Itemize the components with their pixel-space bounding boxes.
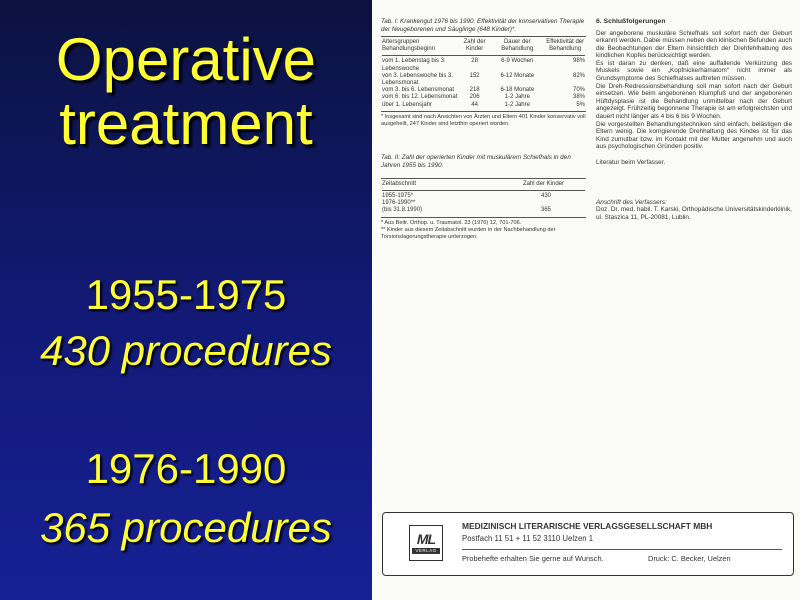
table-cell: (bis 31.8.1990) xyxy=(382,207,423,214)
table-cell: 1-2 Jahre xyxy=(504,94,530,101)
divider xyxy=(381,111,586,112)
table-cell: 152 xyxy=(469,72,480,79)
table2-footnote: ** Kinder aus diesem Zeitabschnitt wurden in der Nachbehandlung der Torsionslagerungstherapie unterzogen. xyxy=(381,226,556,240)
logo-text: ML xyxy=(416,531,436,547)
document-page xyxy=(372,0,800,600)
table-cell: vom 3. bis 6. Lebensmonat xyxy=(382,87,455,94)
conclusions-paragraph: Es ist daran zu denken, daß eine auffallende Verkürzung des Muskels sowie ein „Kopfnickerhämatom“ nicht immer als Grundsymptome des Schiefhalses auftreten müssen. xyxy=(596,59,792,83)
table-cell: 430 xyxy=(540,193,551,200)
table1-header-cell: Dauer der Behandlung xyxy=(501,39,534,53)
period1-years: 1955-1975 xyxy=(85,271,287,318)
publisher-address: Postfach 11 51 + 11 52 3110 Uelzen 1 xyxy=(462,534,594,543)
table2-footnote: * Aus Beitr. Orthop. u. Traumatol. 23 (1976) 12, 701-706. xyxy=(381,219,522,226)
author-address: Doz. Dr. med. habil. T. Karski, Orthopädische Universitätskinderklinik, ul. Staszica 11, PL-20081, Lublin. xyxy=(596,206,792,221)
table-cell: von 3. Lebenswoche bis 3. Lebensmonat xyxy=(382,72,454,87)
slide-title-line1: Operative xyxy=(55,26,317,93)
table-cell: 218 xyxy=(469,87,480,94)
conclusions-paragraph: Die Dreh-Redressionsbehandlung soll man sofort nach der Geburt einsetzen. Wie beim angeborenen Klumpfuß und der angeborenen Hüftdysplasie ist die Behandlung unmittelbar nach der Geburt angezeigt. Frühzeitig begonnene Therapie ist am erfolgreichsten und dauert nicht länger als 4 bis 6 bis 9 Wochen. xyxy=(596,82,792,121)
literature-note: Literatur beim Verfasser. xyxy=(596,159,666,166)
table2-header-row xyxy=(381,181,586,188)
slide-title xyxy=(0,28,372,156)
table-cell: vom 1. Lebenstag bis 3. Lebenswoche xyxy=(382,58,446,72)
document-right-column xyxy=(596,18,792,221)
divider xyxy=(382,55,585,56)
table-row xyxy=(381,193,586,200)
divider xyxy=(382,190,585,191)
table-cell: vom 6. bis 12. Lebensmonat xyxy=(382,94,458,101)
table-cell: 44 xyxy=(471,101,478,108)
slide-panel xyxy=(0,0,372,600)
table-cell: 28 xyxy=(471,58,478,65)
conclusions-paragraph: Der angeborene muskuläre Schiefhals soll sofort nach der Geburt erkannt werden. Dabei müssen neben den klinischen Befunden auch die Beobachtungen der Eltern hinsichtlich der Drehfehlhaltung des kindlichen Kopfes berücksichtigt werden. xyxy=(596,29,792,60)
table-cell: über 1. Lebensjahr xyxy=(382,101,433,108)
table1-header-row xyxy=(381,39,586,53)
divider xyxy=(381,178,586,179)
slide-title-line2: treatment xyxy=(59,90,313,157)
table-row xyxy=(381,200,586,207)
table-cell: 98% xyxy=(572,58,585,65)
table-row xyxy=(381,94,586,101)
divider xyxy=(462,549,782,550)
table1-header-cell: Zahl der Kinder xyxy=(463,39,486,53)
publisher-logo xyxy=(409,525,443,561)
table1-caption: Tab. I: Krankengut 1976 bis 1990. Effektivität der konservativen Therapie der Neugeborenen und Säuglinge (648 Kinder)*. xyxy=(381,18,585,33)
table-cell: 6-12 Monate xyxy=(500,72,535,79)
table-cell: 6-18 Monate xyxy=(500,87,535,94)
divider xyxy=(381,36,586,37)
table-row xyxy=(381,73,586,87)
table1-header-cell: Altersgruppen Behandlungsbeginn xyxy=(382,39,436,53)
table1-footnote: * Insgesamt sind nach Ansichten von Ärzten und Eltern 401 Kinder konservativ voll ausgeheilt, 247 Kinder sind letzthin operiert worden. xyxy=(381,113,586,127)
table-cell: 206 xyxy=(469,94,480,101)
table-row xyxy=(381,207,586,214)
period2-years: 1976-1990 xyxy=(85,445,287,492)
logo-subtext: VERLAG xyxy=(412,548,439,554)
table1-header-cell: Effektivität der Behandlung xyxy=(546,39,585,53)
divider xyxy=(381,217,586,218)
table-cell: 1-2 Jahre xyxy=(504,101,530,108)
table-row xyxy=(381,87,586,94)
table-row xyxy=(381,102,586,109)
table-cell xyxy=(462,200,586,207)
table-cell: 6-9 Wochen xyxy=(501,58,534,65)
table2-header-cell: Zeitabschnitt xyxy=(382,180,417,187)
address-heading: Anschrift des Verfassers: xyxy=(596,198,667,206)
table-cell: 82% xyxy=(572,72,585,79)
table-cell: 70% xyxy=(572,87,585,94)
publisher-box xyxy=(382,512,794,576)
table-cell: 38% xyxy=(572,94,585,101)
document-left-column xyxy=(381,18,586,241)
publisher-name: MEDIZINISCH LITERARISCHE VERLAGSGESELLSCHAFT MBH xyxy=(462,521,713,531)
table2-caption: Tab. II: Zahl der operierten Kinder mit muskulärem Schiefhals in den Jahren 1955 bis 1990. xyxy=(381,153,571,169)
table-cell: 365 xyxy=(540,207,551,214)
period1-count: 430 procedures xyxy=(40,327,332,374)
conclusions-heading: 6. Schlußfolgerungen xyxy=(596,18,666,25)
table2-header-cell: Zahl der Kinder xyxy=(522,180,564,187)
table1 xyxy=(381,39,586,109)
table-row xyxy=(381,58,586,72)
table2 xyxy=(381,181,586,215)
period2-count: 365 procedures xyxy=(40,504,332,551)
table-cell: 1976-1990** xyxy=(382,200,416,207)
table-cell: 5% xyxy=(576,101,585,108)
conclusions-paragraph: Die vorgestellten Behandlungstechniken sind einfach, belästigen die Eltern wenig. Die korrigierende Drehhaltung des Kindes ist für das Kind zumutbar bzw. im Kontakt mit der Mutter angenehm und auch aus psychologischen Gründen positiv. xyxy=(596,120,792,151)
publisher-note: Probehefte erhalten Sie gerne auf Wunsch. xyxy=(462,554,604,563)
printer-credit: Druck: C. Becker, Uelzen xyxy=(648,554,731,563)
table-cell: 1955-1975* xyxy=(382,193,414,200)
